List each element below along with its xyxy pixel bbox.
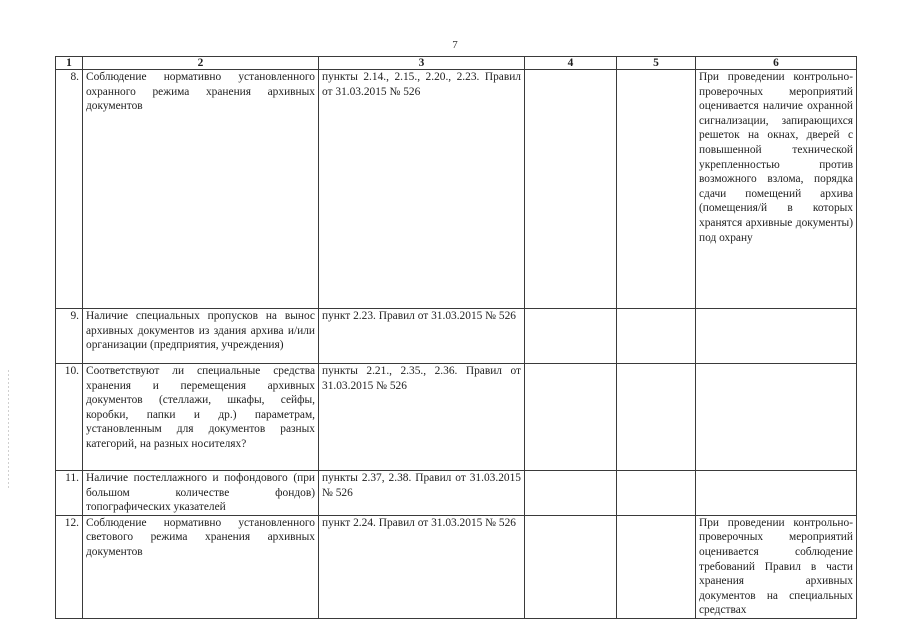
reference-cell: пункты 2.21., 2.35., 2.36. Правил от 31.03.2015 № 526 [319, 364, 525, 471]
row-number: 9. [56, 309, 83, 364]
reference-cell: пункты 2.37, 2.38. Правил от 31.03.2015 № 526 [319, 471, 525, 516]
empty-cell-col4 [525, 515, 617, 618]
note-cell: При проведении контрольно-проверочных мероприятий оценивается наличие охранной сигнализации, запирающихся решеток на окнах, дверей с повышенной технической укрепленностью против возможного взлома, порядка сдачи помещений архива (помещения/й в которых хранятся архивные документы) под охрану [696, 70, 857, 309]
requirement-cell: Наличие специальных пропусков на вынос архивных документов из здания архива и/или организации (предприятия, учреждения) [83, 309, 319, 364]
table-row-11 [56, 471, 857, 516]
inspection-checklist-table [55, 56, 857, 619]
column-header-4: 4 [525, 57, 617, 70]
requirement-cell: Соблюдение нормативно установленного светового режима хранения архивных документов [83, 515, 319, 618]
empty-cell-col4 [525, 364, 617, 471]
row-number: 8. [56, 70, 83, 309]
scan-margin-mark [8, 370, 9, 490]
empty-cell-col5 [617, 70, 696, 309]
empty-cell-col5 [617, 364, 696, 471]
table-header-row [56, 57, 857, 70]
column-header-1: 1 [56, 57, 83, 70]
reference-cell: пункт 2.24. Правил от 31.03.2015 № 526 [319, 515, 525, 618]
empty-cell-col5 [617, 515, 696, 618]
reference-cell: пункт 2.23. Правил от 31.03.2015 № 526 [319, 309, 525, 364]
column-header-5: 5 [617, 57, 696, 70]
empty-cell-col4 [525, 70, 617, 309]
column-header-2: 2 [83, 57, 319, 70]
note-cell [696, 364, 857, 471]
column-header-6: 6 [696, 57, 857, 70]
requirement-cell: Соблюдение нормативно установленного охранного режима хранения архивных документов [83, 70, 319, 309]
table-row-10 [56, 364, 857, 471]
row-number: 11. [56, 471, 83, 516]
table-row-12 [56, 515, 857, 618]
table-row-9 [56, 309, 857, 364]
page-number: 7 [452, 39, 458, 51]
requirement-cell: Соответствуют ли специальные средства хранения и перемещения архивных документов (стеллажи, шкафы, сейфы, коробки, папки и др.) параметрам, установленным для документов разных категорий, на разных носителях? [83, 364, 319, 471]
row-number: 10. [56, 364, 83, 471]
empty-cell-col5 [617, 309, 696, 364]
note-cell [696, 471, 857, 516]
empty-cell-col4 [525, 309, 617, 364]
empty-cell-col4 [525, 471, 617, 516]
note-cell [696, 309, 857, 364]
empty-cell-col5 [617, 471, 696, 516]
requirement-cell: Наличие постеллажного и пофондового (при большом количестве фондов) топографических указателей [83, 471, 319, 516]
reference-cell: пункты 2.14., 2.15., 2.20., 2.23. Правил от 31.03.2015 № 526 [319, 70, 525, 309]
table-row-8 [56, 70, 857, 309]
column-header-3: 3 [319, 57, 525, 70]
note-cell: При проведении контрольно-проверочных мероприятий оценивается соблюдение требований Правил в части хранения архивных документов на специальных средствах [696, 515, 857, 618]
row-number: 12. [56, 515, 83, 618]
